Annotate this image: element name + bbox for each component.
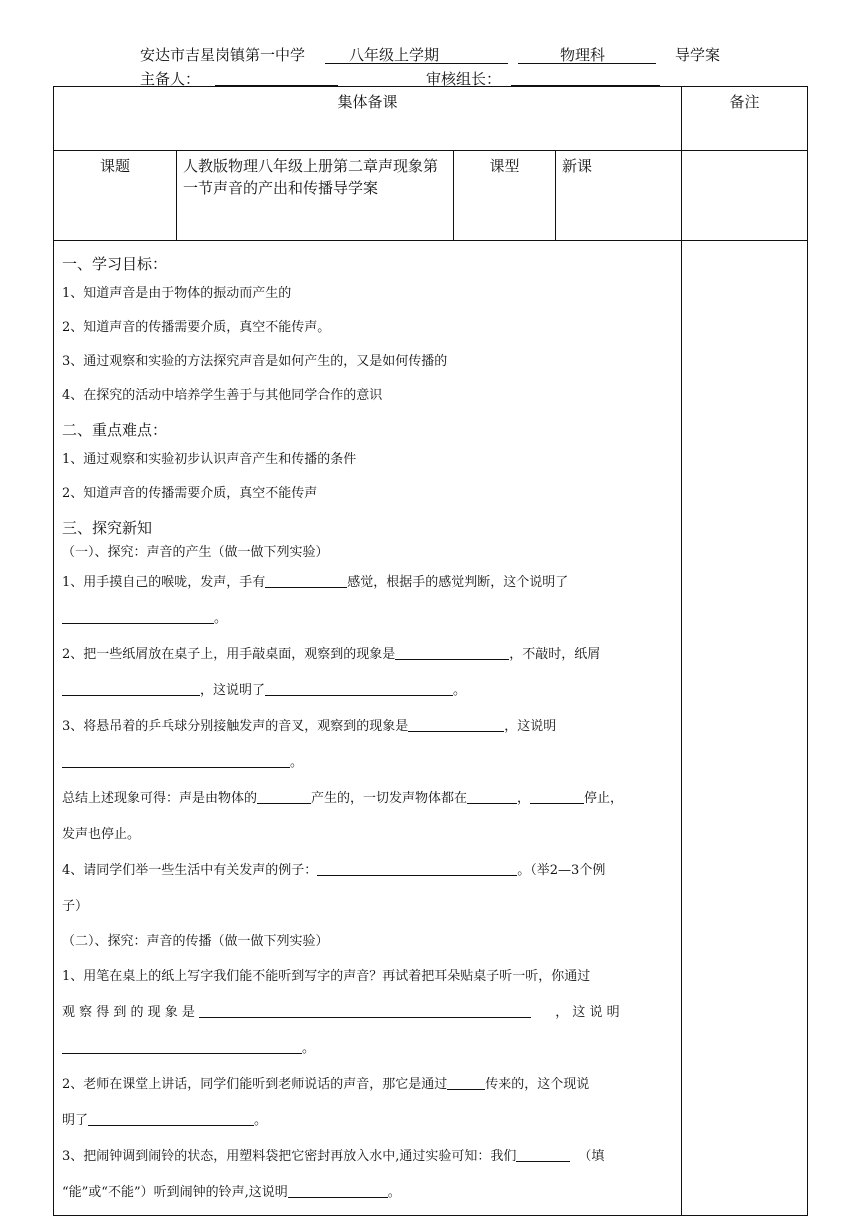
preparer-blank [215, 68, 338, 86]
school-name: 安达市吉星岗镇第一中学 [140, 46, 306, 64]
r-question-1-cont2: 。 [62, 1031, 673, 1067]
summary-text-a: 总结上述现象可得：声是由物体的 [62, 791, 258, 806]
question-2 [62, 637, 673, 673]
keypoint-item: 1、通过观察和实验初步认识声音产生和传播的条件 [62, 452, 357, 467]
r1-text-c: ， 这 说 明 [555, 1005, 620, 1020]
answer-blank[interactable] [62, 754, 290, 768]
reviewer-label: 审核组长： [426, 70, 502, 88]
notes-cell-content [682, 241, 808, 1216]
notes-cell-topic [682, 151, 808, 241]
q3-text-b: ，这说明 [504, 719, 557, 734]
answer-blank[interactable] [288, 1184, 388, 1198]
summary-cont: 发声也停止。 [62, 827, 141, 842]
q2-text-a: 2、把一些纸屑放在桌子上，用手敲桌面，观察到的现象是 [62, 647, 396, 662]
section-1-title: 一、学习目标： [62, 255, 168, 273]
objective-item: 3、通过观察和实验的方法探究声音是如何产生的，又是如何传播的 [62, 354, 448, 369]
r-question-2 [62, 1067, 673, 1103]
r-question-2-cont: 明了 。 [62, 1113, 268, 1128]
topic-label: 课题 [54, 151, 177, 241]
answer-blank[interactable] [530, 790, 584, 804]
objective-item: 4、在探究的活动中培养学生善于与其他同学合作的意识 [62, 388, 383, 403]
q4-text-a: 4、请同学们举一些生活中有关发声的例子： [62, 863, 318, 878]
answer-blank[interactable] [467, 790, 517, 804]
part-2-title: （二）、探究：声音的传播（做一做下列实验） [62, 934, 329, 949]
answer-blank[interactable] [395, 646, 509, 660]
r-question-1: 1、用笔在桌上的纸上写字我们能不能听到写字的声音？再试着把耳朵贴桌子听一听，你通过 [62, 969, 591, 984]
answer-blank[interactable] [265, 682, 453, 696]
summary-text-c: 停止， [584, 791, 624, 806]
grade: 八年级上学期 [325, 44, 508, 64]
objective-item: 2、知道声音的传播需要介质，真空不能传声。 [62, 320, 331, 335]
section-2-title: 二、重点难点： [62, 421, 168, 439]
notes-header: 备注 [682, 87, 808, 151]
question-1-cont: 。 [62, 601, 673, 637]
r-question-3-cont: “能”或“不能”）听到闹钟的铃声,这说明 。 [62, 1185, 401, 1200]
subject: 物理科 [518, 44, 656, 64]
keypoint-item: 2、知道声音的传播需要介质，真空不能传声 [62, 486, 318, 501]
answer-blank[interactable] [88, 1112, 254, 1126]
question-2-cont: ，这说明了 。 [62, 673, 673, 709]
answer-blank[interactable] [317, 862, 517, 876]
collective-prep-cell: 集体备课 [54, 87, 682, 151]
type-label: 课型 [454, 151, 556, 241]
q3-text-a: 3、将悬吊着的乒乓球分别接触发声的音叉，观察到的现象是 [62, 719, 409, 734]
r3-text-b: （填 [578, 1149, 605, 1164]
summary: 总结上述现象可得：声是由物体的 产生的，一切发声物体都在 ， 停止， [62, 791, 624, 806]
r1-text-b: 观 察 得 到 的 现 象 是 [62, 1005, 195, 1020]
r-question-1-cont [62, 995, 673, 1031]
question-3-cont: 。 [62, 745, 673, 781]
section-3-title: 三、探究新知 [62, 519, 153, 537]
preparer-label: 主备人： [140, 70, 201, 88]
r2-text-a: 2、老师在课堂上讲话，同学们能听到老师说话的声音，那它是通过 [62, 1077, 448, 1092]
r3-text-a: 3、把闹钟调到闹铃的状态，用塑料袋把它密封再放入水中,通过实验可知：我们 [62, 1149, 517, 1164]
r2-text-b: 传来的，这个现说 [485, 1077, 590, 1092]
answer-blank[interactable] [62, 682, 200, 696]
question-1 [62, 565, 673, 601]
answer-blank[interactable] [199, 1004, 531, 1018]
answer-blank[interactable] [257, 790, 311, 804]
answer-blank[interactable] [408, 718, 504, 732]
question-4 [62, 853, 673, 889]
question-3 [62, 709, 673, 745]
summary-text-b: 产生的，一切发声物体都在 [311, 791, 468, 806]
r3-text-c: “能”或“不能”）听到闹钟的铃声,这说明 [62, 1185, 288, 1200]
part-1-title: （一）、探究：声音的产生（做一做下列实验） [62, 545, 329, 560]
answer-blank[interactable] [516, 1148, 570, 1162]
q4-text-b: 。（举2—3个例 [517, 863, 606, 878]
q2-text-c: ，这说明了 [200, 683, 266, 698]
q1-text-a: 1、用手摸自己的喉咙，发声，手有 [62, 575, 266, 590]
r-question-3 [62, 1139, 673, 1175]
r2-text-c: 明了 [62, 1113, 89, 1128]
question-4-cont: 子） [62, 899, 89, 914]
topic-value: 人教版物理八年级上册第二章声现象第一节声音的产出和传播导学案 [177, 151, 454, 241]
answer-blank[interactable] [265, 574, 347, 588]
lesson-table [53, 86, 808, 1216]
answer-blank[interactable] [62, 610, 214, 624]
q2-text-b: ，不敲时，纸屑 [509, 647, 601, 662]
content-cell [54, 241, 682, 1216]
answer-blank[interactable] [62, 1040, 302, 1054]
doc-type: 导学案 [675, 46, 721, 64]
type-value: 新课 [556, 151, 682, 241]
objective-item: 1、知道声音是由于物体的振动而产生的 [62, 286, 292, 301]
q1-text-b: 感觉，根据手的感觉判断，这个说明了 [347, 575, 569, 590]
reviewer-blank [511, 68, 660, 86]
answer-blank[interactable] [447, 1076, 485, 1090]
